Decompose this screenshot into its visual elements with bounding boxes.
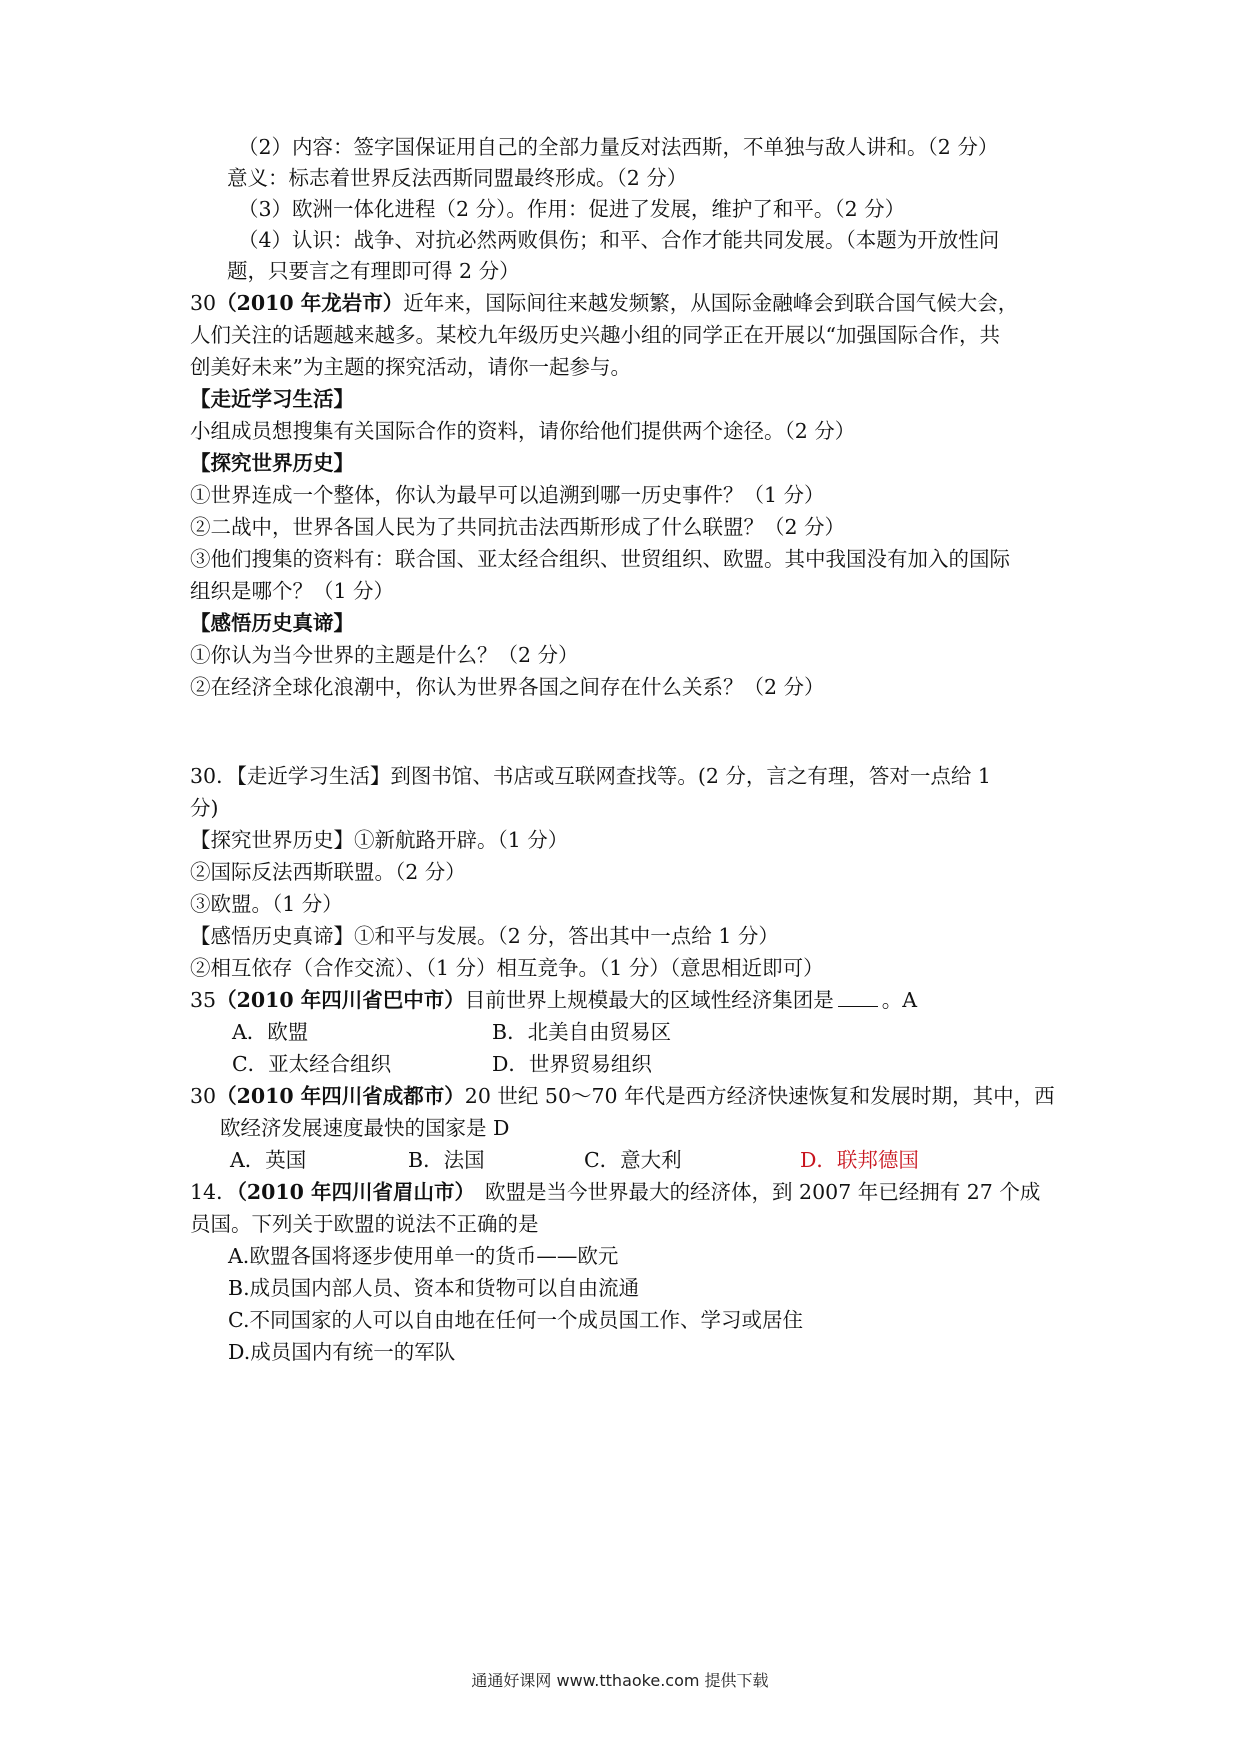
a30-line-5: ③欧盟。（1 分） xyxy=(190,892,343,916)
section-heading-study-life: 【走近学习生活】 xyxy=(190,387,354,411)
question-answer: 。A xyxy=(881,988,918,1012)
section-heading-world-history: 【探究世界历史】 xyxy=(190,451,354,475)
question-number: 30 xyxy=(190,1084,217,1108)
q30-chengdu-option-c: C．意大利 xyxy=(584,1148,682,1172)
prev-answer-line-2: 意义：标志着世界反法西斯同盟最终形成。（2 分） xyxy=(227,166,688,190)
world-history-q2: ②二战中，世界各国人民为了共同抗击法西斯形成了什么联盟？（2 分） xyxy=(190,515,846,539)
a30-line-3: 【探究世界历史】①新航路开辟。（1 分） xyxy=(190,828,569,852)
question-source: （2010 年龙岩市） xyxy=(216,291,404,315)
a30-line-4: ②国际反法西斯联盟。（2 分） xyxy=(190,860,466,884)
q35-option-b: B．北美自由贸易区 xyxy=(492,1020,672,1044)
q14-stem-2: 员国。下列关于欧盟的说法不正确的是 xyxy=(190,1212,539,1236)
page-footer: 通通好课网 www.tthaoke.com 提供下载 xyxy=(471,1671,769,1690)
q30-chengdu-option-b: B．法国 xyxy=(408,1148,485,1172)
question-source: （2010 年四川省眉山市） xyxy=(236,1180,476,1204)
world-history-q3-line2: 组织是哪个？（1 分） xyxy=(190,579,395,603)
q14-stem-1 xyxy=(190,1176,1040,1209)
a30-line-7: ②相互依存（合作交流）、（1 分）相互竞争。（1 分）（意思相近即可） xyxy=(190,956,824,980)
question-text: 近年来，国际间往来越发频繁，从国际金融峰会到联合国气候大会， xyxy=(403,291,1019,315)
question-text: 欧盟是当今世界最大的经济体，到 2007 年已经拥有 27 个成 xyxy=(485,1180,1041,1204)
question-text: 20 世纪 50～70 年代是西方经济快速恢复和发展时期，其中，西 xyxy=(464,1084,1055,1108)
question-number: 35 xyxy=(190,988,217,1012)
q30-chengdu-option-d-correct: D．联邦德国 xyxy=(800,1148,919,1172)
question-number: 30 xyxy=(190,291,217,315)
section-heading-history-truth: 【感悟历史真谛】 xyxy=(190,611,354,635)
history-truth-q1: ①你认为当今世界的主题是什么？（2 分） xyxy=(190,643,579,667)
answer-blank xyxy=(838,988,878,1007)
q14-option-c: C.不同国家的人可以自由地在任何一个成员国工作、学习或居住 xyxy=(228,1308,803,1332)
q35-option-a: A．欧盟 xyxy=(232,1020,309,1044)
a30-line-1: 30．【走近学习生活】到图书馆、书店或互联网查找等。(2 分，言之有理，答对一点给 1 xyxy=(190,764,991,788)
q14-option-b: B.成员国内部人员、资本和货物可以自由流通 xyxy=(228,1276,640,1300)
q35-stem xyxy=(190,984,917,1017)
q30-longyan-intro-3: 创美好未来”为主题的探究活动，请你一起参与。 xyxy=(190,355,631,379)
q14-option-d: D.成员国内有统一的军队 xyxy=(228,1340,456,1364)
prev-answer-line-5: 题，只要言之有理即可得 2 分） xyxy=(227,259,520,283)
prev-answer-line-1: （2）内容：签字国保证用自己的全部力量反对法西斯，不单独与敌人讲和。（2 分） xyxy=(238,135,999,159)
a30-line-2: 分) xyxy=(190,796,219,820)
world-history-q3-line1: ③他们搜集的资料有：联合国、亚太经合组织、世贸组织、欧盟。其中我国没有加入的国际 xyxy=(190,547,1010,571)
q30-chengdu-stem-1 xyxy=(190,1080,1055,1113)
study-life-question: 小组成员想搜集有关国际合作的资料，请你给他们提供两个途径。（2 分） xyxy=(190,419,856,443)
prev-answer-line-4: （4）认识：战争、对抗必然两败俱伤；和平、合作才能共同发展。（本题为开放性问 xyxy=(238,228,1000,252)
question-text: 目前世界上规模最大的区域性经济集团是 xyxy=(464,988,834,1012)
q30-chengdu-stem-2: 欧经济发展速度最快的国家是 D xyxy=(220,1116,510,1140)
q30-chengdu-option-a: A．英国 xyxy=(230,1148,307,1172)
question-source: （2010 年四川省巴中市） xyxy=(216,988,465,1012)
q35-option-c: C．亚太经合组织 xyxy=(232,1052,392,1076)
a30-line-6: 【感悟历史真谛】①和平与发展。（2 分，答出其中一点给 1 分） xyxy=(190,924,779,948)
question-number: 14． xyxy=(190,1180,237,1204)
prev-answer-line-3: （3）欧洲一体化进程（2 分）。作用：促进了发展，维护了和平。（2 分） xyxy=(238,197,906,221)
q30-longyan-intro-2: 人们关注的话题越来越多。某校九年级历史兴趣小组的同学正在开展以“加强国际合作，共 xyxy=(190,323,1000,347)
q14-option-a: A.欧盟各国将逐步使用单一的货币——欧元 xyxy=(228,1244,619,1268)
q35-option-d: D．世界贸易组织 xyxy=(492,1052,652,1076)
history-truth-q2: ②在经济全球化浪潮中，你认为世界各国之间存在什么关系？（2 分） xyxy=(190,675,825,699)
world-history-q1: ①世界连成一个整体，你认为最早可以追溯到哪一历史事件？（1 分） xyxy=(190,483,825,507)
q30-longyan-intro-1 xyxy=(190,287,1018,320)
question-source: （2010 年四川省成都市） xyxy=(216,1084,465,1108)
